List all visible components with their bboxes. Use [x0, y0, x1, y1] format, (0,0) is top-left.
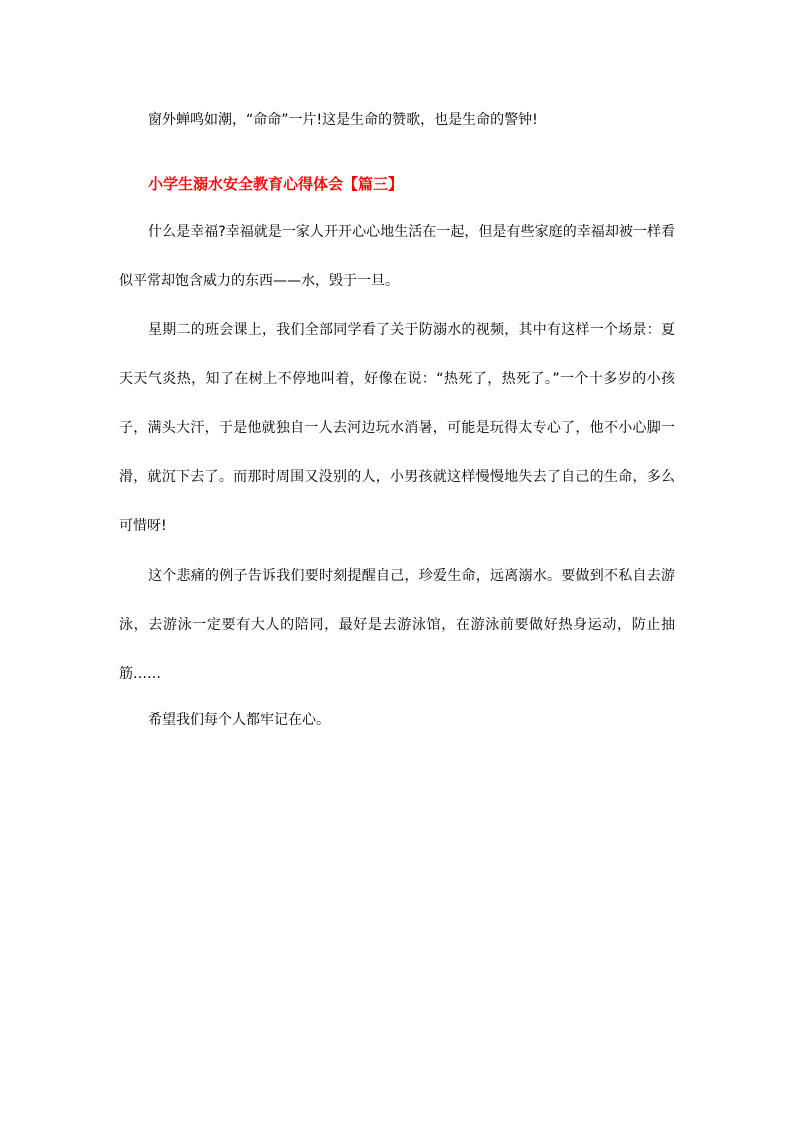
- paragraph-class-meeting: 星期二的班会课上，我们全部同学看了关于防溺水的视频，其中有这样一个场景：夏天天气炎热，知了在树上不停地叫着，好像在说：“热死了，热死了。”一个十多岁的小孩子，满头大汗，于是他就独自一人去河边玩水消暑，可能是玩得太专心了，他不小心脚一滑，就沉下去了。而那时周围又没别的人，小男孩就这样慢慢地失去了自己的生命，多么可惜呀!: [119, 322, 675, 534]
- paragraph-lesson: 这个悲痛的例子告诉我们要时刻提醒自己，珍爱生命，远离溺水。要做到不私自去游泳，去游泳一定要有大人的陪同，最好是去游泳馆，在游泳前要做好热身运动，防止抽筋……: [119, 568, 675, 682]
- paragraph-happiness: 什么是幸福?幸福就是一家人开开心心地生活在一起，但是有些家庭的幸福却被一样看似平常却饱含威力的东西——水，毁于一旦。: [119, 224, 675, 289]
- paragraph-closing: 希望我们每个人都牢记在心。: [148, 712, 330, 728]
- paragraph-cicada: 窗外蝉鸣如潮，“命命”一片!这是生命的赞歌，也是生命的警钟!: [148, 112, 538, 128]
- section-heading: 小学生溺水安全教育心得体会【篇三】: [148, 175, 404, 193]
